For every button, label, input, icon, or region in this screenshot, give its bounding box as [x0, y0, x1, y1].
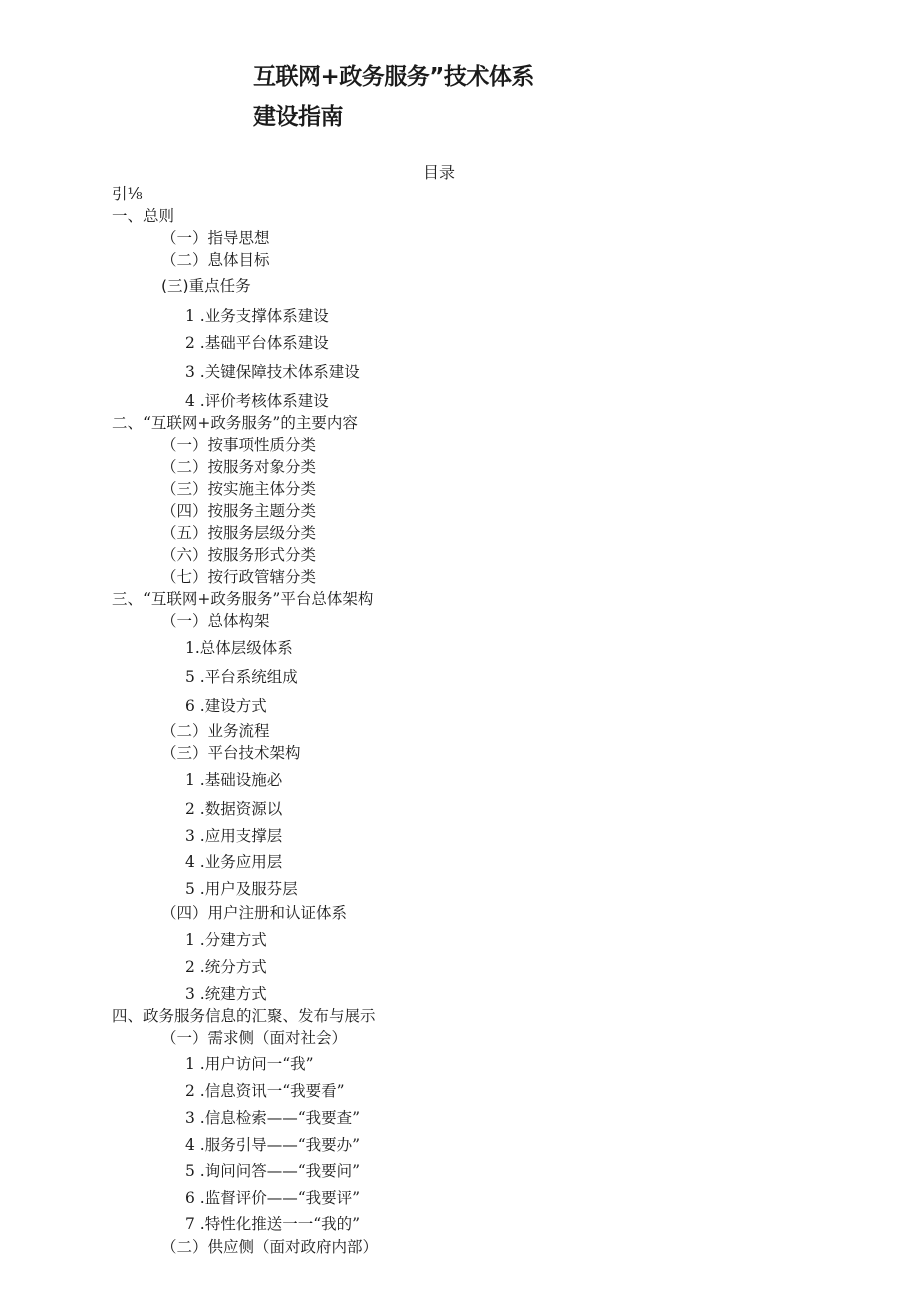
- document-title-line-2: 建设指南: [253, 104, 343, 130]
- toc-item: 2 .基础平台体系建设: [185, 334, 329, 352]
- toc-item: 1 .用户访问一“我”: [185, 1055, 314, 1073]
- toc-item: 5 .平台系统组成: [185, 668, 298, 686]
- toc-section-3: 三、“互联网+政务服务”平台总体架构: [112, 590, 374, 608]
- toc-subsection: （六）按服务形式分类: [161, 546, 317, 564]
- toc-subsection: （四）按服务主题分类: [161, 502, 317, 520]
- toc-item: 7 .特性化推送一一“我的”: [185, 1215, 361, 1233]
- toc-item: 3 .关键保障技术体系建设: [185, 363, 360, 381]
- toc-section-2: 二、“互联网+政务服务”的主要内容: [112, 414, 358, 432]
- toc-item: 3 .信息检索——“我要查”: [185, 1109, 361, 1127]
- toc-heading: 目录: [423, 163, 456, 182]
- toc-subsection: （二）供应侧（面对政府内部）: [161, 1238, 379, 1256]
- toc-subsection: （一）需求侧（面对社会）: [161, 1029, 348, 1047]
- toc-subsection: （四）用户注册和认证体系: [161, 904, 348, 922]
- toc-subsection: （七）按行政管辖分类: [161, 568, 317, 586]
- toc-item: 4 .业务应用层: [185, 853, 283, 871]
- toc-item: 2 .数据资源以: [185, 800, 283, 818]
- toc-section-1: 一、总则: [112, 207, 175, 225]
- toc-item: 4 .评价考核体系建设: [185, 392, 329, 410]
- toc-subsection: （一）总体构架: [161, 612, 270, 630]
- toc-item: 1 .基础设施必: [185, 771, 283, 789]
- toc-item: 1.总体层级体系: [185, 639, 293, 657]
- toc-item: 6 .监督评价——“我要评”: [185, 1189, 361, 1207]
- toc-subsection: （二）息体目标: [161, 251, 270, 269]
- toc-subsection: （三）平台技术架构: [161, 744, 301, 762]
- toc-item: 3 .统建方式: [185, 985, 267, 1003]
- toc-entry-intro: 引⅛: [112, 185, 143, 203]
- toc-item: 1 .分建方式: [185, 931, 267, 949]
- toc-item: 2 .统分方式: [185, 958, 267, 976]
- toc-subsection: （三）按实施主体分类: [161, 480, 317, 498]
- toc-subsection: （二）业务流程: [161, 722, 270, 740]
- toc-item: 5 .询问问答——“我要问”: [185, 1162, 361, 1180]
- toc-subsection: (三)重点任务: [161, 277, 251, 295]
- document-title-line-1: 互联网+政务服务”技术体系: [253, 64, 534, 90]
- toc-subsection: （二）按服务对象分类: [161, 458, 317, 476]
- toc-subsection: （一）指导思想: [161, 229, 270, 247]
- toc-section-4: 四、政务服务信息的汇聚、发布与展示: [112, 1007, 376, 1025]
- toc-item: 1 .业务支撑体系建设: [185, 307, 329, 325]
- toc-item: 4 .服务引导——“我要办”: [185, 1136, 361, 1154]
- toc-subsection: （一）按事项性质分类: [161, 436, 317, 454]
- toc-item: 3 .应用支撑层: [185, 827, 283, 845]
- toc-subsection: （五）按服务层级分类: [161, 524, 317, 542]
- toc-item: 5 .用户及服芬层: [185, 880, 298, 898]
- toc-item: 2 .信息资讯一“我要看”: [185, 1082, 345, 1100]
- toc-item: 6 .建设方式: [185, 697, 267, 715]
